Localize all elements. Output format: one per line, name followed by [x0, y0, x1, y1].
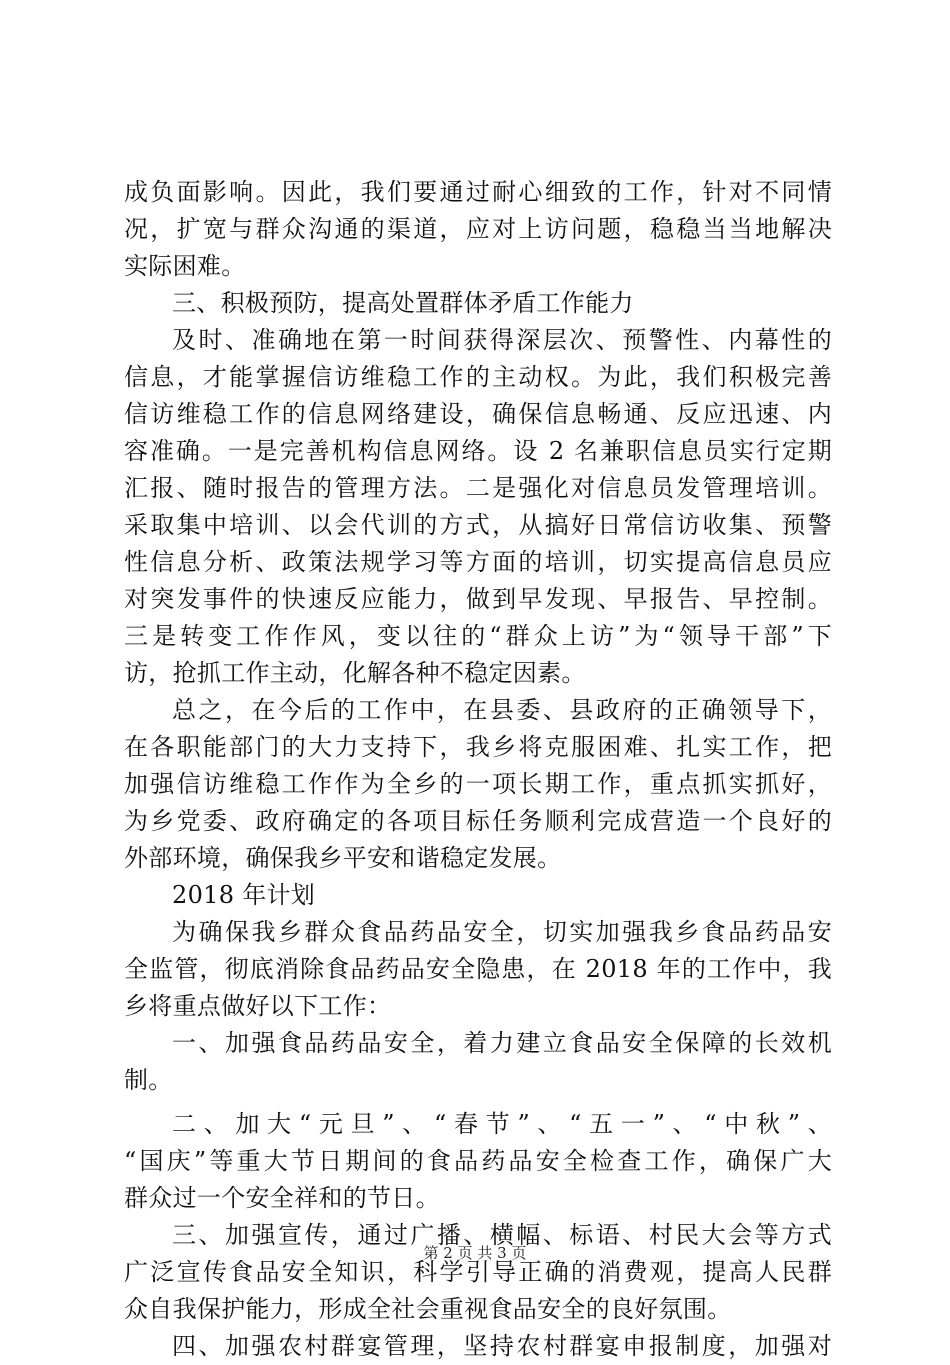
- text-line: 群众过一个安全祥和的节日。: [124, 1184, 440, 1212]
- plan-heading: [124, 877, 832, 914]
- page-number-footer: 第 2 页 共 3 页: [423, 1244, 527, 1262]
- text-line: 信息，才能掌握信访维稳工作的主动权。为此，我们积极完善: [124, 363, 832, 391]
- text-line: 众自我保护能力，形成全社会重视食品安全的良好氛围。: [124, 1295, 732, 1323]
- text-line: 2018 年计划: [172, 881, 316, 909]
- text-line: “国庆”等重大节日期间的食品药品安全检查工作，确保广大: [124, 1147, 832, 1175]
- paragraph: [124, 1106, 832, 1217]
- text-line: 一、加强食品药品安全，着力建立食品安全保障的长效机: [172, 1029, 832, 1057]
- text-line: 外部环境，确保我乡平安和谐稳定发展。: [124, 844, 562, 872]
- text-line: 及时、准确地在第一时间获得深层次、预警性、内幕性的: [172, 326, 832, 354]
- text-line: 全监管，彻底消除食品药品安全隐患，在 2018 年的工作中，我: [124, 955, 832, 983]
- paragraph: [124, 692, 832, 877]
- text-line: 实际困难。: [124, 252, 246, 280]
- paragraph: [124, 914, 832, 1025]
- text-line: 成负面影响。因此，我们要通过耐心细致的工作，针对不同情: [124, 178, 832, 206]
- text-line: 容准确。一是完善机构信息网络。设 2 名兼职信息员实行定期: [124, 437, 832, 465]
- text-line: 四、加强农村群宴管理，坚持农村群宴申报制度，加强对: [172, 1332, 832, 1360]
- text-line: 访，抢抓工作主动，化解各种不稳定因素。: [124, 659, 586, 687]
- paragraph: [124, 1217, 832, 1328]
- paragraph: [124, 1025, 832, 1099]
- text-line: 乡将重点做好以下工作：: [124, 992, 392, 1020]
- text-line: 对突发事件的快速反应能力，做到早发现、早报告、早控制。: [124, 585, 832, 613]
- paragraph: [124, 174, 832, 285]
- text-line: 二、加大“元旦”、“春节”、“五一”、“中秋”、: [172, 1110, 832, 1138]
- text-line: 为确保我乡群众食品药品安全，切实加强我乡食品药品安: [172, 918, 832, 946]
- text-line: 制。: [124, 1066, 173, 1094]
- document-body: [124, 174, 832, 1365]
- text-line: 为乡党委、政府确定的各项目标任务顺利完成营造一个良好的: [124, 807, 832, 835]
- text-line: 汇报、随时报告的管理方法。二是强化对信息员发管理培训。: [124, 474, 832, 502]
- text-line: 信访维稳工作的信息网络建设，确保信息畅通、反应迅速、内: [124, 400, 832, 428]
- text-line: 加强信访维稳工作作为全乡的一项长期工作，重点抓实抓好，: [124, 770, 832, 798]
- text-line: 况，扩宽与群众沟通的渠道，应对上访问题，稳稳当当地解决: [124, 215, 832, 243]
- text-line: 三、积极预防，提高处置群体矛盾工作能力: [172, 289, 634, 317]
- paragraph: [124, 1328, 832, 1365]
- text-line: 总之，在今后的工作中，在县委、县政府的正确领导下，: [172, 696, 832, 724]
- text-line: 三是转变工作作风，变以往的“群众上访”为“领导干部”下: [124, 622, 832, 650]
- text-line: 采取集中培训、以会代训的方式，从搞好日常信访收集、预警: [124, 511, 832, 539]
- text-line: 性信息分析、政策法规学习等方面的培训，切实提高信息员应: [124, 548, 832, 576]
- text-line: 在各职能部门的大力支持下，我乡将克服困难、扎实工作，把: [124, 733, 832, 761]
- section-heading: [124, 285, 832, 322]
- text-line: 三、加强宣传，通过广播、横幅、标语、村民大会等方式: [172, 1221, 832, 1249]
- text-line: 广泛宣传食品安全知识，科学引导正确的消费观，提高人民群: [124, 1258, 832, 1286]
- paragraph: [124, 322, 832, 692]
